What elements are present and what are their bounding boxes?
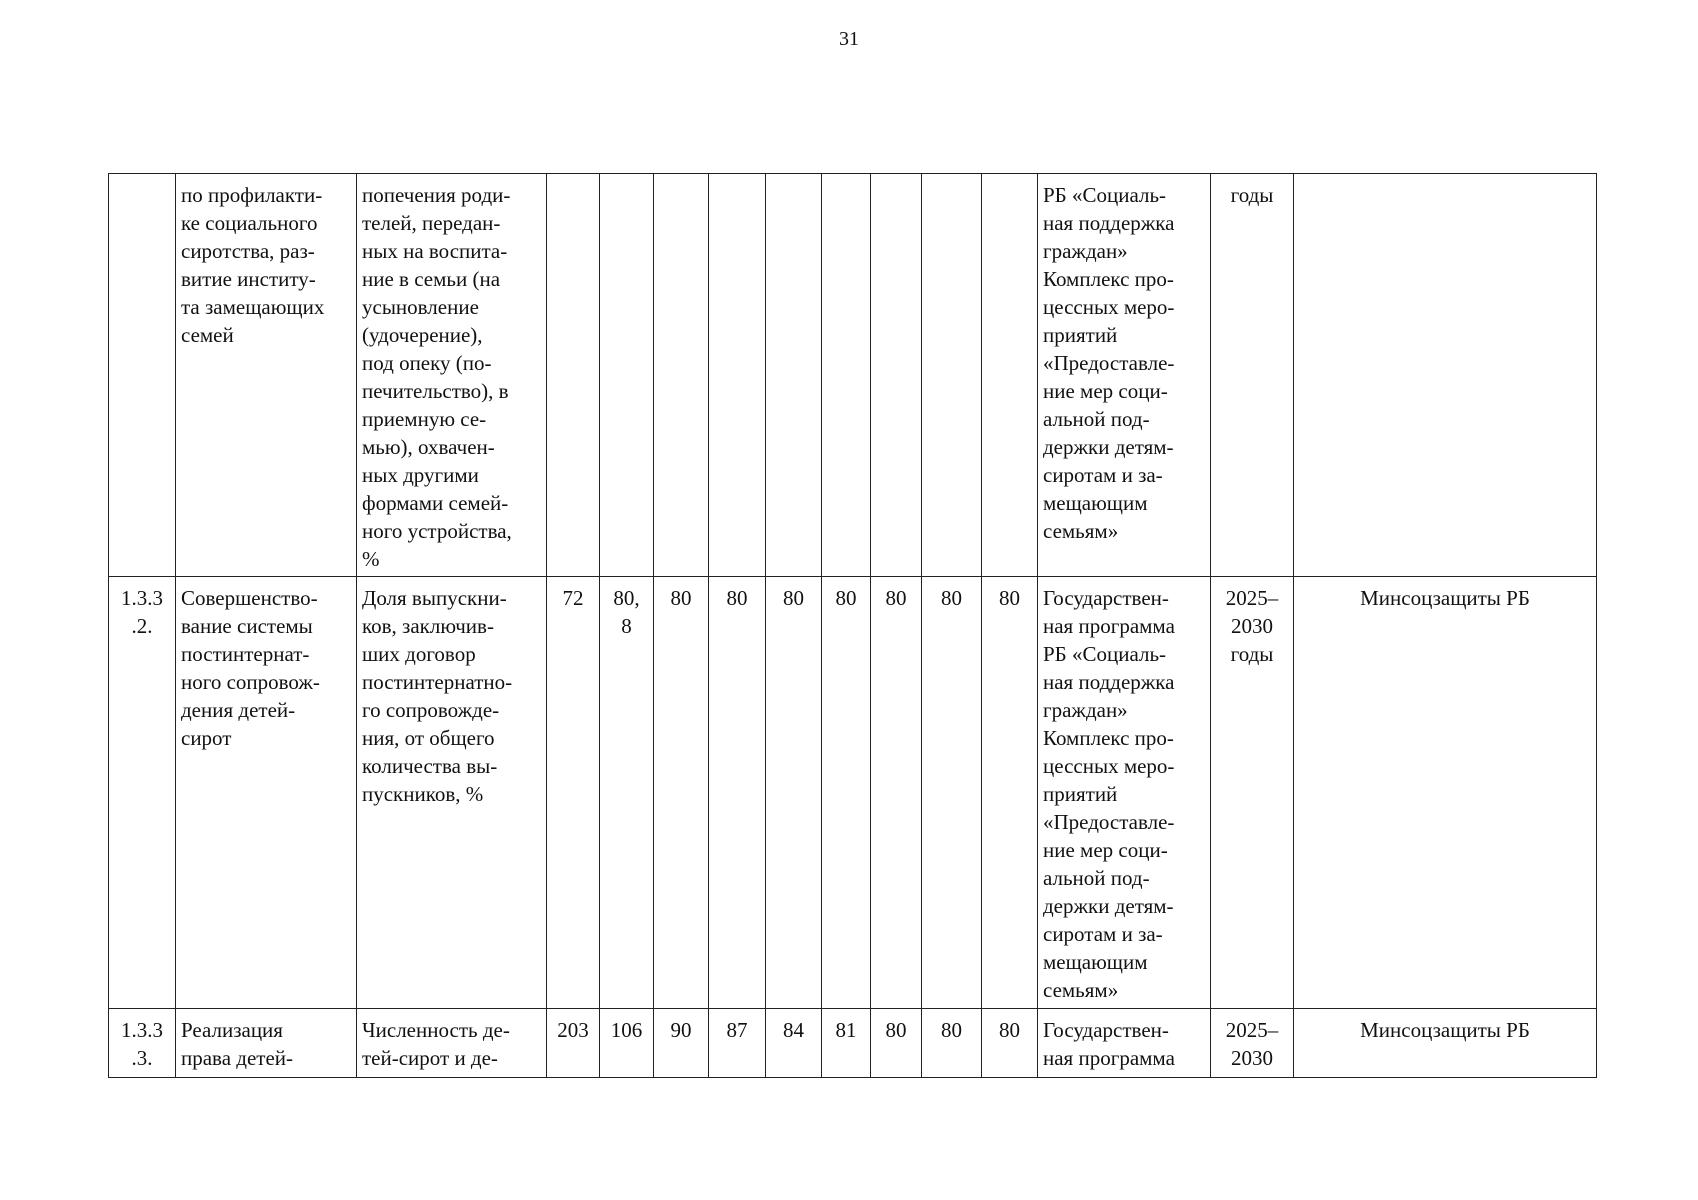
cell-value: 80: [982, 1009, 1038, 1078]
cell-value: 80: [982, 577, 1038, 1009]
cell-task: Совершенство- вание системы постинтернат- ного сопровож- дения детей- сирот: [176, 577, 357, 1009]
cell-value: 80: [871, 1009, 922, 1078]
cell-value: 80: [922, 1009, 982, 1078]
table-row: [109, 577, 1597, 1009]
cell-value: [982, 174, 1038, 577]
cell-value: 80: [766, 577, 822, 1009]
cell-value: 72: [547, 577, 600, 1009]
cell-value: 87: [709, 1009, 766, 1078]
cell-value: [822, 174, 871, 577]
cell-years: годы: [1211, 174, 1294, 577]
cell-years: 2025– 2030: [1211, 1009, 1294, 1078]
cell-value: 80: [709, 577, 766, 1009]
cell-task: по профилакти- ке социального сиротства, раз- витие институ- та замещающих семей: [176, 174, 357, 577]
cell-value: [766, 174, 822, 577]
cell-executor: Минсоцзащиты РБ: [1294, 1009, 1597, 1078]
cell-value: 84: [766, 1009, 822, 1078]
cell-value: [547, 174, 600, 577]
cell-value: 80: [654, 577, 709, 1009]
cell-value: 80: [822, 577, 871, 1009]
cell-value: 80: [871, 577, 922, 1009]
cell-program: Государствен- ная программа: [1038, 1009, 1211, 1078]
cell-value: [654, 174, 709, 577]
cell-indicator: Доля выпускни- ков, заключив- ших договор постинтернатно- го сопровожде- ния, от общего количества вы- пускников, %: [357, 577, 547, 1009]
cell-value: 90: [654, 1009, 709, 1078]
cell-task: Реализация права детей-: [176, 1009, 357, 1078]
cell-value: 80, 8: [600, 577, 654, 1009]
cell-number: 1.3.3 .2.: [109, 577, 176, 1009]
cell-number: [109, 174, 176, 577]
cell-indicator: попечения роди- телей, передан- ных на воспита- ние в семьи (на усыновление (удочерение), под опеку (по- печительство), в приемную се- мью), охвачен- ных другими формами семей- ного устройства, %: [357, 174, 547, 577]
table-row: [109, 1009, 1597, 1078]
cell-value: 106: [600, 1009, 654, 1078]
cell-program: РБ «Социаль- ная поддержка граждан» Комплекс про- цессных меро- приятий «Предоставле- ние мер соци- альной под- держки детям- сиротам и за- мещающим семьям»: [1038, 174, 1211, 577]
page-number: 31: [839, 28, 859, 50]
cell-value: 81: [822, 1009, 871, 1078]
cell-value: [600, 174, 654, 577]
cell-value: 203: [547, 1009, 600, 1078]
program-table: [108, 173, 1597, 1078]
cell-value: 80: [922, 577, 982, 1009]
cell-value: [871, 174, 922, 577]
cell-value: [922, 174, 982, 577]
cell-indicator: Численность де- тей-сирот и де-: [357, 1009, 547, 1078]
cell-executor: Минсоцзащиты РБ: [1294, 577, 1597, 1009]
cell-executor: [1294, 174, 1597, 577]
table-row: [109, 174, 1597, 577]
cell-years: 2025– 2030 годы: [1211, 577, 1294, 1009]
cell-number: 1.3.3 .3.: [109, 1009, 176, 1078]
cell-program: Государствен- ная программа РБ «Социаль- ная поддержка граждан» Комплекс про- цессных меро- приятий «Предоставле- ние мер соци- альной под- держки детям- сиротам и за- мещающим семьям»: [1038, 577, 1211, 1009]
cell-value: [709, 174, 766, 577]
